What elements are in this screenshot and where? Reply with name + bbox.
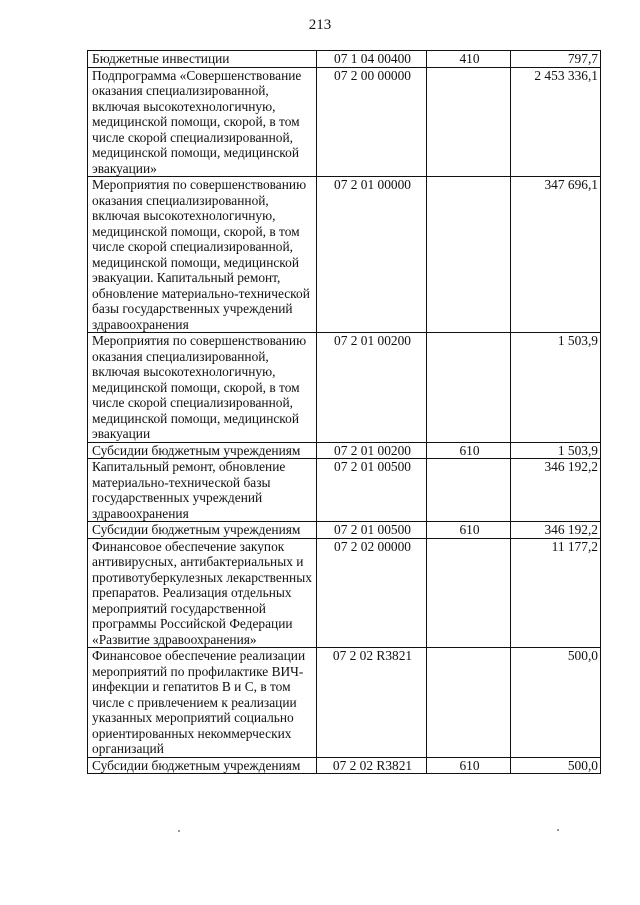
item-amount: 11 177,2 [511, 538, 601, 648]
item-amount: 797,7 [511, 51, 601, 68]
expense-type: 610 [427, 757, 511, 774]
table-row [88, 648, 601, 758]
item-name: Субсидии бюджетным учреждениям [88, 522, 317, 539]
item-code: 07 2 01 00200 [317, 442, 427, 459]
expense-type: 410 [427, 51, 511, 68]
expense-type [427, 459, 511, 522]
page-number: 213 [308, 17, 332, 33]
item-code: 07 2 02 R3821 [317, 757, 427, 774]
table-row [88, 459, 601, 522]
table-row [88, 51, 601, 68]
table-row [88, 757, 601, 774]
item-name: Мероприятия по совершенствованию оказания специализированной, включая высокотехнологичную, медицинской помощи, скорой, в том числе скорой специализированной, медицинской помощи, медицинской эвакуации [88, 333, 317, 443]
item-name: Капитальный ремонт, обновление материально-технической базы государственных учреждений здравоохранения [88, 459, 317, 522]
item-name: Субсидии бюджетным учреждениям [88, 757, 317, 774]
item-name: Подпрограмма «Совершенствование оказания специализированной, включая высокотехнологичную, медицинской помощи, скорой, в том числе скорой специализированной, медицинской помощи, медицинской эвакуации» [88, 67, 317, 177]
item-amount: 500,0 [511, 648, 601, 758]
table-row [88, 522, 601, 539]
item-amount: 2 453 336,1 [511, 67, 601, 177]
item-amount: 346 192,2 [511, 522, 601, 539]
table-row [88, 333, 601, 443]
table-row [88, 442, 601, 459]
item-name: Субсидии бюджетным учреждениям [88, 442, 317, 459]
table-row [88, 538, 601, 648]
item-name: Финансовое обеспечение реализации мероприятий по профилактике ВИЧ-инфекции и гепатитов B и C, в том числе с привлечением к реализации указанных мероприятий социально ориентированных некоммерческих организаций [88, 648, 317, 758]
item-amount: 346 192,2 [511, 459, 601, 522]
expense-type: 610 [427, 442, 511, 459]
item-name: Финансовое обеспечение закупок антивирусных, антибактериальных и противотуберкулезных лекарственных препаратов. Реализация отдельных мероприятий государственной программы Российской Федерации «Развитие здравоохранения» [88, 538, 317, 648]
item-code: 07 2 00 00000 [317, 67, 427, 177]
item-name: Мероприятия по совершенствованию оказания специализированной, включая высокотехнологичную, медицинской помощи, скорой, в том числе скорой специализированной, медицинской помощи, медицинской эвакуации. Капитальный ремонт, обновление материально-технической базы государственных учреждений здравоохранения [88, 177, 317, 333]
item-amount: 1 503,9 [511, 333, 601, 443]
item-amount: 347 696,1 [511, 177, 601, 333]
item-code: 07 2 02 R3821 [317, 648, 427, 758]
expense-type [427, 538, 511, 648]
table-row [88, 67, 601, 177]
table-row [88, 177, 601, 333]
item-code: 07 1 04 00400 [317, 51, 427, 68]
item-code: 07 2 02 00000 [317, 538, 427, 648]
item-amount: 1 503,9 [511, 442, 601, 459]
expense-type [427, 648, 511, 758]
item-name: Бюджетные инвестиции [88, 51, 317, 68]
item-code: 07 2 01 00200 [317, 333, 427, 443]
budget-table [87, 50, 601, 774]
item-code: 07 2 01 00500 [317, 459, 427, 522]
expense-type [427, 177, 511, 333]
expense-type [427, 333, 511, 443]
item-code: 07 2 01 00000 [317, 177, 427, 333]
item-code: 07 2 01 00500 [317, 522, 427, 539]
scan-speck [178, 830, 180, 832]
scan-speck [557, 829, 559, 831]
item-amount: 500,0 [511, 757, 601, 774]
expense-type [427, 67, 511, 177]
expense-type: 610 [427, 522, 511, 539]
